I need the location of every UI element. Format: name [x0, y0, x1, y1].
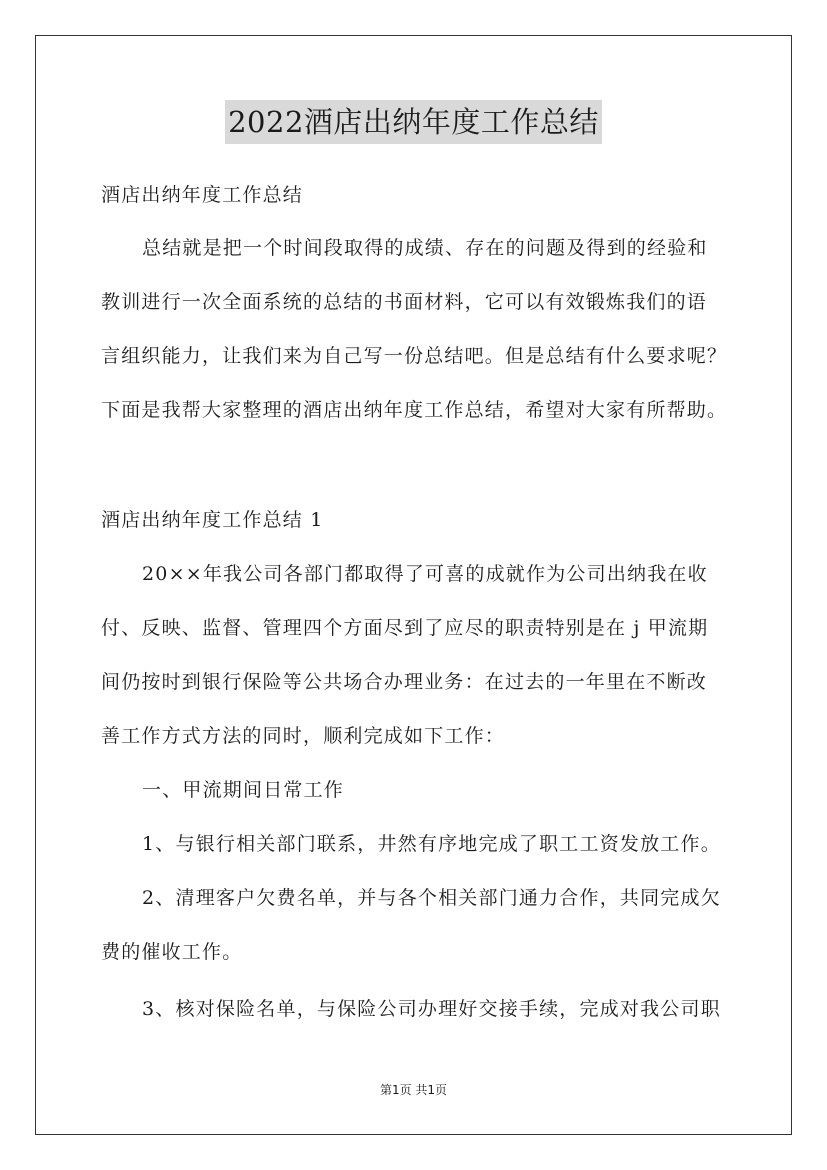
page-footer: 第1页 共1页 [379, 1083, 448, 1097]
paragraph-line: 善工作方式方法的同时，顺利完成如下工作： [101, 725, 506, 747]
paragraph-line: 下面是我帮大家整理的酒店出纳年度工作总结，希望对大家有所帮助。 [101, 399, 728, 421]
paragraph-line: 教训进行一次全面系统的总结的书面材料，它可以有效锻炼我们的语 [101, 291, 708, 313]
section-heading: 酒店出纳年度工作总结 [101, 184, 304, 206]
paragraph-line: 付、反映、监督、管理四个方面尽到了应尽的职责特别是在 j 甲流期 [101, 617, 709, 639]
paragraph-line: 言组织能力，让我们来为自己写一份总结吧。但是总结有什么要求呢？ [101, 345, 728, 367]
paragraph-line: 20××年我公司各部门都取得了可喜的成就作为公司出纳我在收 [142, 563, 708, 585]
paragraph-line: 间仍按时到银行保险等公共场合办理业务：在过去的一年里在不断改 [101, 671, 708, 693]
document-title: 2022酒店出纳年度工作总结 [225, 100, 602, 144]
section-heading: 酒店出纳年度工作总结 1 [101, 509, 324, 531]
title-container [0, 100, 827, 144]
list-item-continuation: 费的催收工作。 [101, 941, 243, 963]
list-item: 2、清理客户欠费名单，并与各个相关部门通力合作，共同完成欠 [142, 887, 721, 909]
list-heading: 一、甲流期间日常工作 [142, 779, 345, 801]
list-item: 3、核对保险名单，与保险公司办理好交接手续，完成对我公司职 [142, 998, 721, 1020]
list-item: 1、与银行相关部门联系，井然有序地完成了职工工资发放工作。 [142, 833, 721, 855]
paragraph-line: 总结就是把一个时间段取得的成绩、存在的问题及得到的经验和 [142, 237, 708, 259]
